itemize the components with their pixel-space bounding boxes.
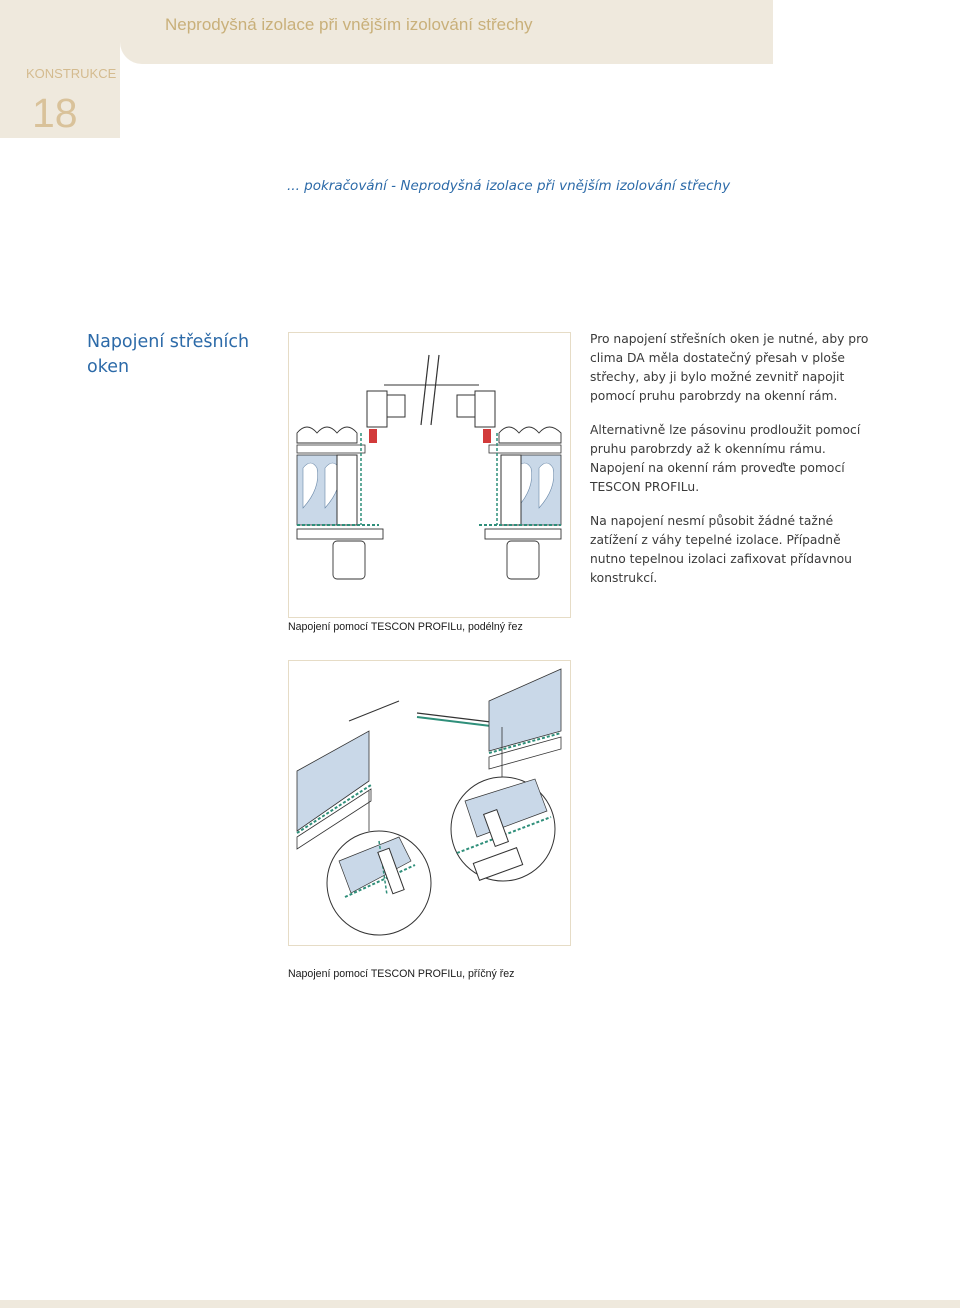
roof-right	[479, 427, 561, 579]
header-band-curve	[120, 42, 773, 64]
figure-cross-section	[288, 660, 571, 946]
section-heading: Napojení střešních oken	[87, 332, 250, 377]
body-text	[590, 330, 880, 603]
footer-band	[0, 1300, 960, 1308]
figure-caption: Napojení pomocí TESCON PROFILu, příčný řez	[288, 968, 515, 980]
roof-upper-slope	[297, 701, 399, 849]
paragraph: Alternativně lze pásovinu prodloužit pomocí pruhu parobrzdy až k okennímu rámu. Napojení na okenní rám proveďte pomocí TESCON PROFILu.	[590, 423, 861, 494]
detail-circle-lower-left	[327, 831, 431, 935]
page-number: 18	[32, 90, 78, 136]
figure-longitudinal-section	[288, 332, 571, 618]
figure-caption: Napojení pomocí TESCON PROFILu, podélný řez	[288, 621, 523, 633]
section-label: KONSTRUKCE	[26, 66, 117, 81]
roof-window-slope	[417, 669, 561, 769]
cross-section-drawing	[289, 661, 570, 945]
detail-circle-right	[451, 777, 555, 881]
roof-left	[297, 427, 383, 579]
longitudinal-section-drawing	[289, 333, 570, 617]
header-title: Neprodyšná izolace při vnějším izolování střechy	[165, 15, 533, 34]
paragraph: Na napojení nesmí působit žádné tažné zatížení z váhy tepelné izolace. Případně nutno tepelnou izolaci zafixovat přídavnou konstrukcí.	[590, 514, 852, 585]
continuation-heading: ... pokračování - Neprodyšná izolace při vnějším izolování střechy	[287, 178, 731, 194]
paragraph: Pro napojení střešních oken je nutné, aby pro clima DA měla dostatečný přesah v ploše střechy, aby ji bylo možné zevnitř napojit pomocí pruhu parobrzdy na okenní rám.	[590, 332, 869, 403]
